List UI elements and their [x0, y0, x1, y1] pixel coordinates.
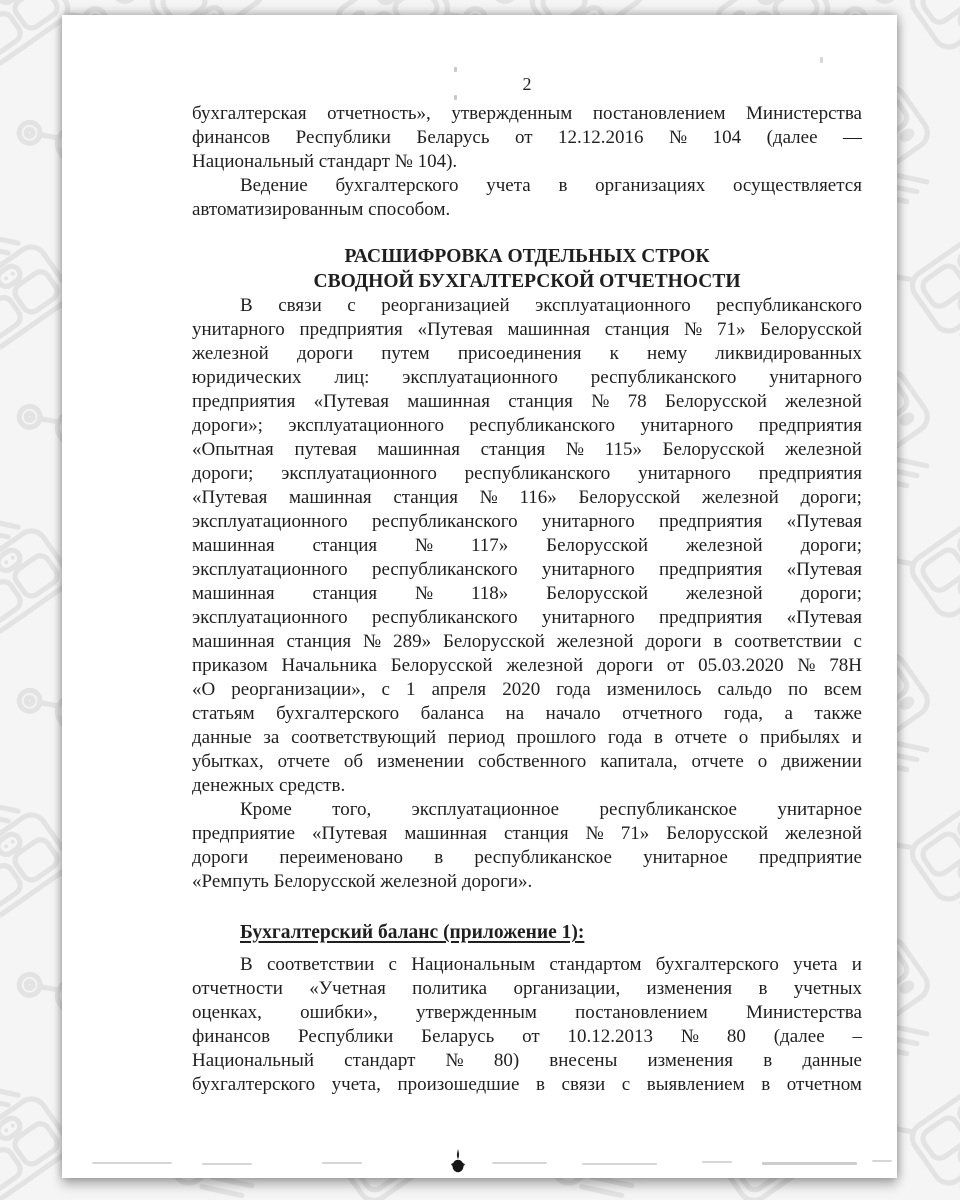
text-line: денежных средств.	[192, 775, 346, 796]
text-line: предприятия «Путевая машинная станция № 78 Белорусской железной	[192, 391, 862, 412]
scan-speck	[820, 57, 823, 63]
text-line: приказом Начальника Белорусской железной дороги от 05.03.2020 № 78Н	[192, 655, 862, 676]
scan-speck	[92, 1162, 172, 1164]
text-line: бухгалтерская отчетность», утвержденным постановлением Министерства	[192, 103, 862, 124]
text-line: «Ремпуть Белорусской железной дороги».	[192, 871, 533, 892]
text-line: Национальный стандарт № 104).	[192, 151, 458, 172]
text-line: железной дороги путем присоединения к нему ликвидированных	[192, 343, 862, 364]
text-line: В соответствии с Национальным стандартом бухгалтерского учета и	[240, 954, 862, 975]
scan-speck	[454, 95, 457, 100]
text-line: Национальный стандарт № 80) внесены изменения в данные	[192, 1050, 862, 1071]
scan-speck	[454, 67, 457, 72]
paragraph	[192, 798, 862, 894]
text-line: бухгалтерского учета, произошедшие в связи с выявлением в отчетном	[192, 1074, 862, 1095]
page-number: 2	[522, 74, 532, 94]
text-line: унитарного предприятия «Путевая машинная станция № 71» Белорусской	[192, 319, 862, 340]
text-line: статьям бухгалтерского баланса на начало отчетного года, а также	[192, 703, 862, 724]
text-line: «Опытная путевая машинная станция № 115» Белорусской железной	[192, 439, 862, 460]
heading-line: РАСШИФРОВКА ОТДЕЛЬНЫХ СТРОК	[344, 246, 710, 267]
text-line: «О реорганизации», с 1 апреля 2020 года изменилось сальдо по всем	[192, 679, 862, 700]
ink-blot-artifact	[450, 1149, 466, 1173]
text-line: Ведение бухгалтерского учета в организациях осуществляется	[240, 175, 862, 196]
text-line: машинная станция № 117» Белорусской железной дороги;	[192, 535, 862, 556]
text-line: отчетности «Учетная политика организации, изменения в учетных	[192, 978, 862, 999]
scan-speck	[202, 1163, 252, 1165]
subsection-heading-text: Бухгалтерский баланс (приложение 1):	[240, 922, 585, 943]
text-line: убытках, отчете об изменении собственного капитала, отчете о движении	[192, 751, 862, 772]
text-line: предприятие «Путевая машинная станция № 71» Белорусской железной	[192, 823, 862, 844]
scan-speck	[582, 1163, 657, 1165]
subsection-heading	[192, 920, 862, 945]
paragraph	[192, 174, 862, 222]
text-line: финансов Республики Беларусь от 12.12.2016 № 104 (далее —	[192, 127, 862, 148]
paragraph	[192, 294, 862, 798]
text-line: эксплуатационного республиканского унитарного предприятия «Путевая	[192, 607, 862, 628]
document-content	[192, 72, 862, 1097]
section-heading	[192, 244, 862, 294]
document-page	[62, 15, 897, 1178]
text-line: данные за соответствующий период прошлого года в отчете о прибылях и	[192, 727, 862, 748]
text-line: юридических лиц: эксплуатационного республиканского унитарного	[192, 367, 862, 388]
text-line: автоматизированным способом.	[192, 199, 451, 220]
text-line: дороги; эксплуатационного республиканского унитарного предприятия	[192, 463, 862, 484]
text-line: эксплуатационного республиканского унитарного предприятия «Путевая	[192, 559, 862, 580]
text-line: оценках, ошибки», утвержденным постановлением Министерства	[192, 1002, 862, 1023]
text-line: машинная станция № 289» Белорусской железной дороги в соответствии с	[192, 631, 862, 652]
text-line: В связи с реорганизацией эксплуатационного республиканского	[240, 295, 862, 316]
text-line: машинная станция № 118» Белорусской железной дороги;	[192, 583, 862, 604]
document-body	[192, 102, 862, 1097]
text-line: эксплуатационного республиканского унитарного предприятия «Путевая	[192, 511, 862, 532]
text-line: дороги переименовано в республиканское унитарное предприятие	[192, 847, 862, 868]
scan-speck	[322, 1162, 362, 1164]
text-line: «Путевая машинная станция № 116» Белорусской железной дороги;	[192, 487, 862, 508]
scan-speck	[492, 1162, 547, 1164]
paragraph	[192, 102, 862, 174]
scan-speck	[762, 1162, 857, 1165]
text-line: Кроме того, эксплуатационное республиканское унитарное	[240, 799, 862, 820]
text-line: дороги»; эксплуатационного республиканского унитарного предприятия	[192, 415, 862, 436]
scan-speck	[872, 1160, 892, 1162]
scan-speck	[702, 1161, 732, 1163]
text-line: финансов Республики Беларусь от 10.12.2013 № 80 (далее –	[192, 1026, 862, 1047]
heading-line: СВОДНОЙ БУХГАЛТЕРСКОЙ ОТЧЕТНОСТИ	[313, 271, 741, 292]
paragraph	[192, 953, 862, 1097]
